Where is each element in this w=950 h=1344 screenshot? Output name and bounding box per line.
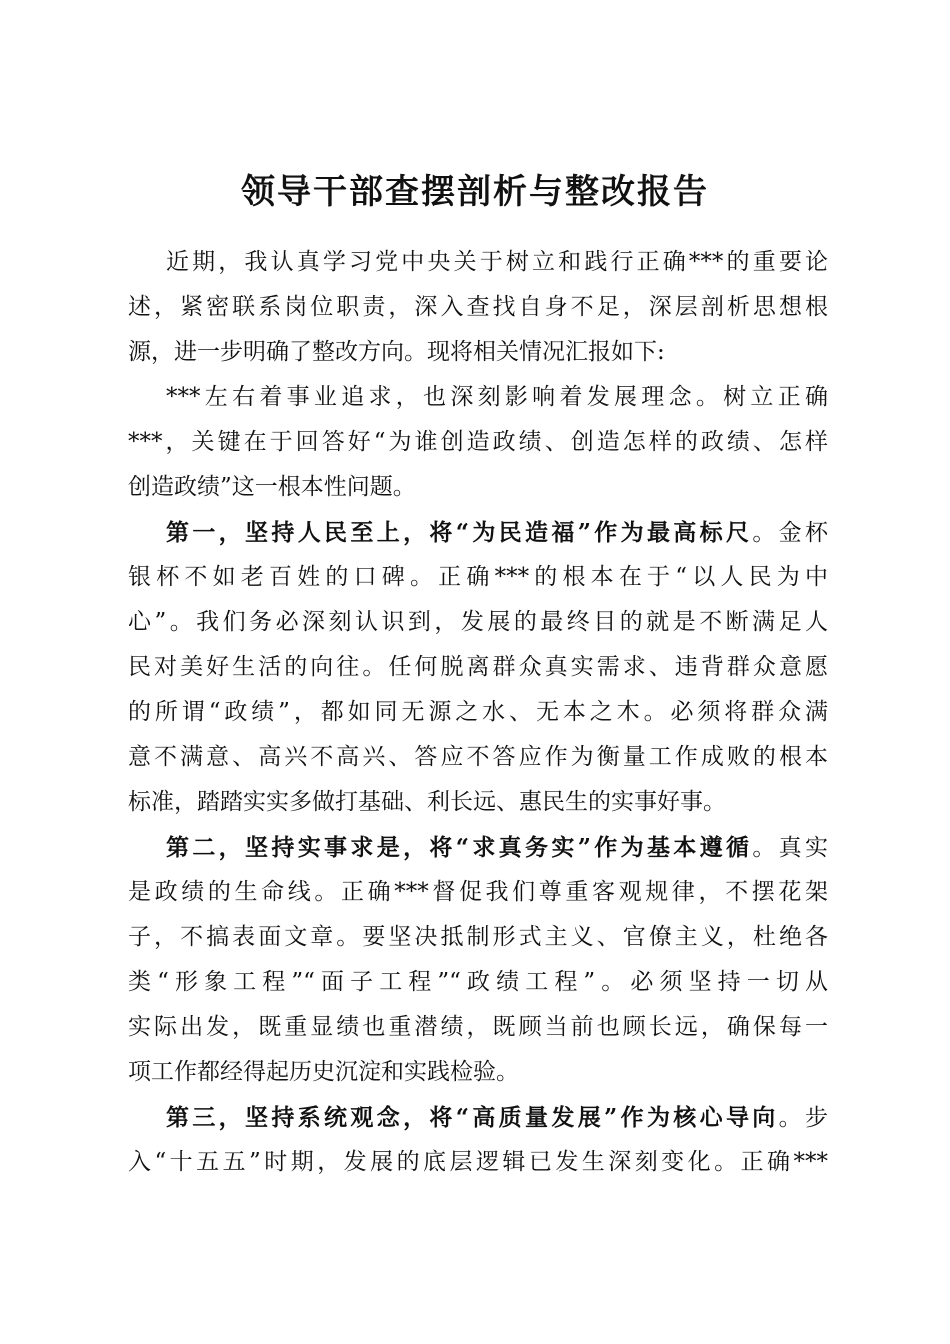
paragraph-line: 实际出发，既重显绩也重潜绩，既顾当前也顾长远，确保每一 (128, 1014, 828, 1040)
document-title: 领导干部查摆剖析与整改报告 (241, 172, 709, 212)
paragraph-point-two (128, 825, 828, 1095)
paragraph-line: 源，进一步明确了整改方向。现将相关情况汇报如下: (128, 339, 665, 365)
point-heading: 第一，坚持人民至上，将“为民造福”作为最高标尺 (166, 519, 753, 546)
document-body (128, 240, 828, 1185)
paragraph-intro (128, 240, 828, 375)
paragraph-overview (128, 375, 828, 510)
paragraph-point-one (128, 510, 828, 825)
paragraph-line: 入“十五五”时期，发展的底层逻辑已发生深刻变化。正确*** (128, 1149, 828, 1175)
paragraph-line: 近期，我认真学习党中央关于树立和践行正确***的重要论 (166, 249, 828, 275)
paragraph-line: 类“形象工程”“面子工程”“政绩工程”。必须坚持一切从 (128, 969, 828, 995)
point-heading-continuation: 。真实 (752, 835, 828, 861)
paragraph-line: 创造政绩”这一根本性问题。 (128, 474, 416, 500)
paragraph-line: 心”。我们务必深刻认识到，发展的最终目的就是不断满足人 (128, 609, 828, 635)
paragraph-line: 标准，踏踏实实多做打基础、利长远、惠民生的实事好事。 (128, 789, 726, 815)
point-heading: 第二，坚持实事求是，将“求真务实”作为基本遵循 (166, 834, 753, 861)
paragraph-line: 民对美好生活的向往。任何脱离群众真实需求、违背群众意愿 (128, 654, 828, 680)
paragraph-line: 子，不搞表面文章。要坚决抵制形式主义、官僚主义，杜绝各 (128, 924, 828, 950)
paragraph-line: ***，关键在于回答好“为谁创造政绩、创造怎样的政绩、怎样 (128, 429, 828, 455)
paragraph-first-line (128, 1095, 828, 1140)
paragraph-point-three (128, 1095, 828, 1185)
paragraph-first-line (128, 825, 828, 870)
point-heading-continuation: 。步 (778, 1105, 828, 1131)
paragraph-line: 是政绩的生命线。正确***督促我们尊重客观规律，不摆花架 (128, 879, 828, 905)
paragraph-line: ***左右着事业追求，也深刻影响着发展理念。树立正确 (166, 384, 828, 410)
paragraph-line: 的所谓“政绩”，都如同无源之水、无本之木。必须将群众满 (128, 699, 828, 725)
point-heading-continuation: 。金杯 (752, 520, 828, 546)
paragraph-line: 银杯不如老百姓的口碑。正确***的根本在于“以人民为中 (128, 564, 828, 590)
point-heading: 第三，坚持系统观念，将“高质量发展”作为核心导向 (166, 1104, 779, 1131)
paragraph-line: 述，紧密联系岗位职责，深入查找自身不足，深层剖析思想根 (128, 294, 828, 320)
paragraph-first-line (128, 510, 828, 555)
paragraph-line: 项工作都经得起历史沉淀和实践检验。 (128, 1059, 519, 1085)
paragraph-line: 意不满意、高兴不高兴、答应不答应作为衡量工作成败的根本 (128, 744, 828, 770)
